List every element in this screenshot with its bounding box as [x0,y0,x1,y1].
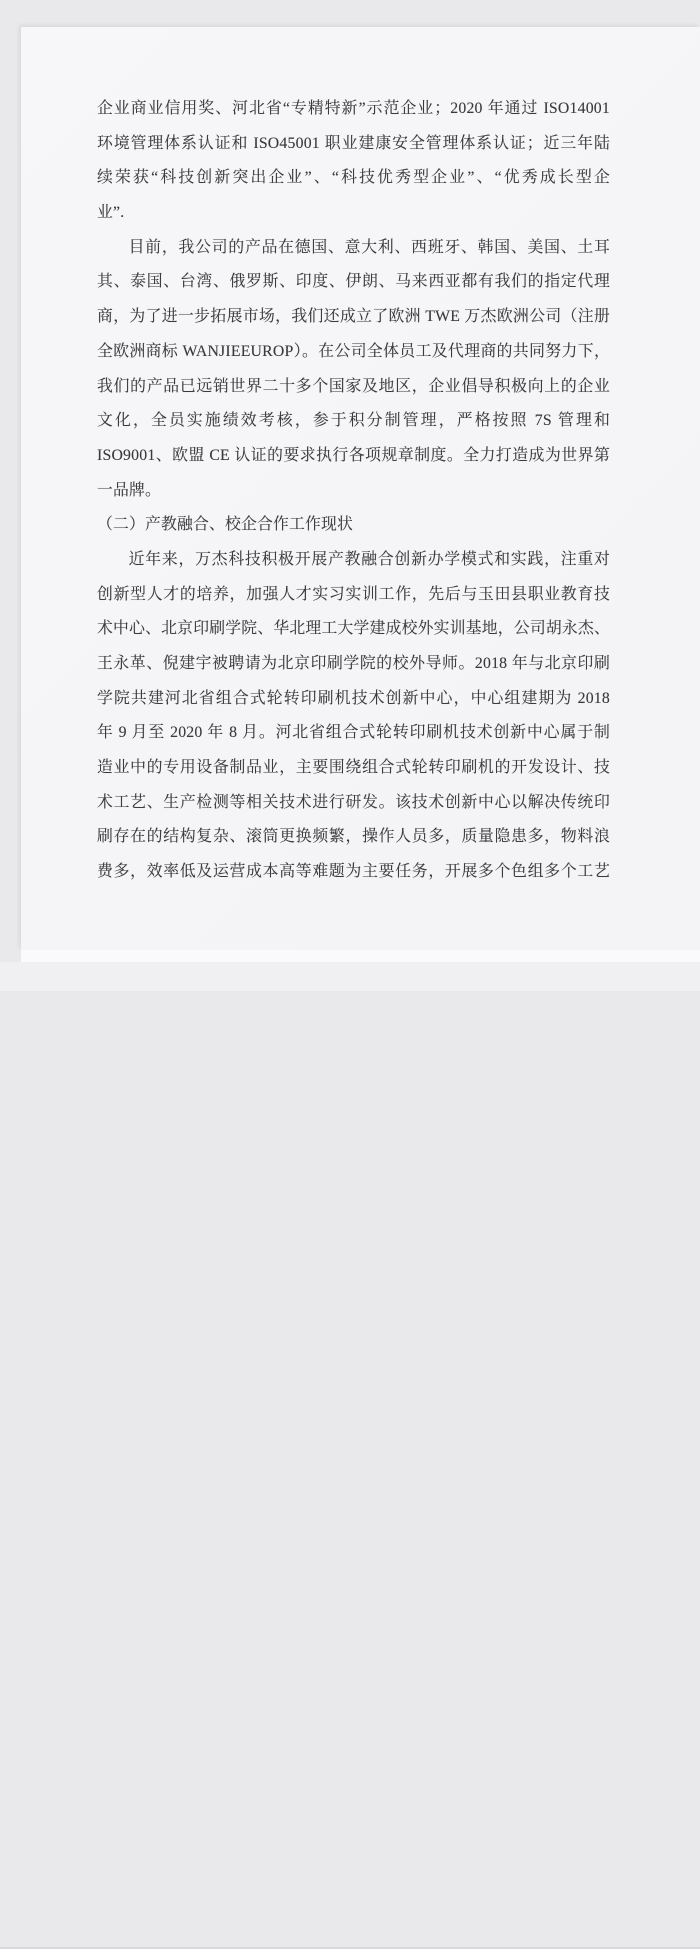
text-line: 刷存在的结构复杂、滚筒更换频繁，操作人员多，质量隐患多，物料浪 [97,828,610,846]
text-line: 术中心、北京印刷学院、华北理工大学建成校外实训基地，公司胡永杰、 [97,620,610,638]
text-line: 文化，全员实施绩效考核，参于积分制管理，严格按照 7S 管理和 [97,412,610,430]
text-line: 企业商业信用奖、河北省“专精特新”示范企业；2020 年通过 ISO14001 [97,100,610,117]
text-line: 年 9 月至 2020 年 8 月。河北省组合式轮转印刷机技术创新中心属于制 [97,724,610,742]
text-line: 学院共建河北省组合式轮转印刷机技术创新中心，中心组建期为 2018 [97,689,610,707]
text-line: 费多，效率低及运营成本高等难题为主要任务，开展多个色组多个工艺 [97,863,610,881]
text-line: ISO9001、欧盟 CE 认证的要求执行各项规章制度。全力打造成为世界第 [97,446,610,464]
text-line: 续荣获“科技创新突出企业”、“科技优秀型企业”、“优秀成长型企 [97,169,610,187]
text-line: 王永革、倪建宇被聘请为北京印刷学院的校外导师。2018 年与北京印刷 [97,655,610,672]
text-line: 业”. [97,204,125,222]
text-line: 环境管理体系认证和 ISO45001 职业建康安全管理体系认证；近三年陆 [97,134,610,152]
text-line: 一品牌。 [97,481,161,499]
section-heading: （二）产教融合、校企合作工作现状 [97,516,353,534]
scan-footer-area [0,962,700,991]
text-line: 创新型人才的培养，加强人才实习实训工作，先后与玉田县职业教育技 [97,585,610,603]
paper-bottom-edge [21,950,700,962]
text-line: 全欧洲商标 WANJIEEUROP）。在公司全体员工及代理商的共同努力下， [97,342,610,360]
text-line: 我们的产品已远销世界二十多个国家及地区，企业倡导积极向上的企业 [97,377,610,395]
text-line: 商，为了进一步拓展市场，我们还成立了欧洲 TWE 万杰欧洲公司（注册 [97,308,610,326]
text-line: 术工艺、生产检测等相关技术进行研发。该技术创新中心以解决传统印 [97,793,610,811]
document-text-block [97,92,610,890]
text-line: 近年来，万杰科技积极开展产教融合创新办学模式和实践，注重对 [128,550,610,568]
text-line: 造业中的专用设备制品业，主要围绕组合式轮转印刷机的开发设计、技 [97,759,610,777]
text-line: 目前，我公司的产品在德国、意大利、西班牙、韩国、美国、土耳 [128,238,610,256]
text-line: 其、泰国、台湾、俄罗斯、印度、伊朗、马来西亚都有我们的指定代理 [97,273,610,291]
